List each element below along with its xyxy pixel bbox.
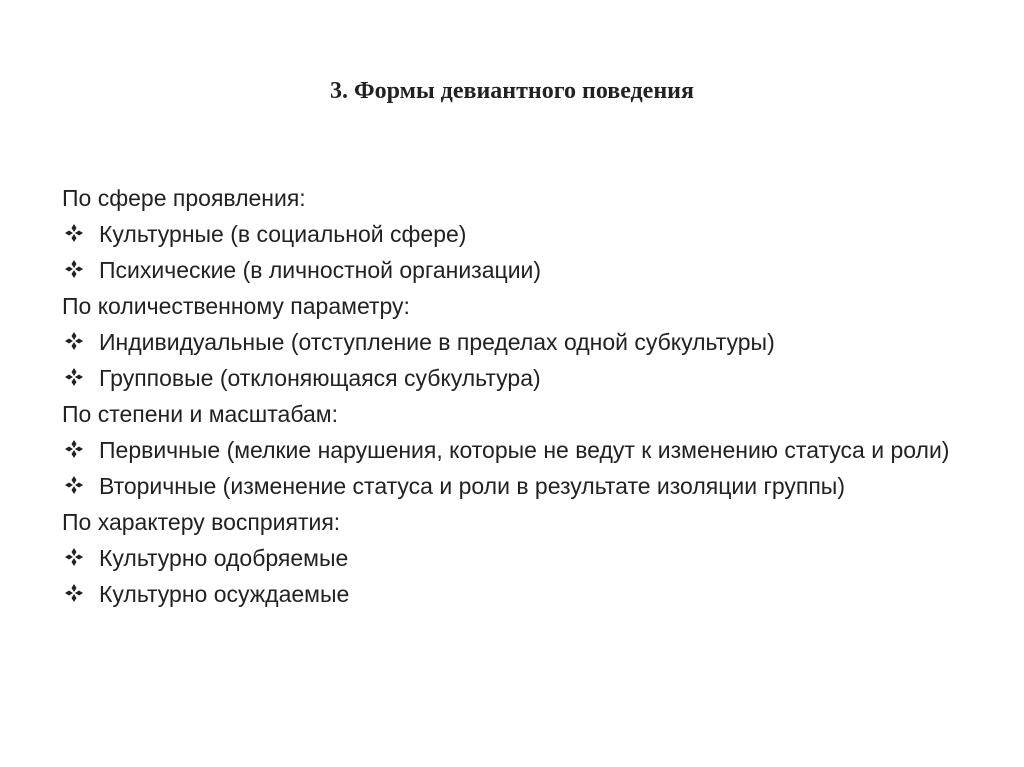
group-heading: По характеру восприятия: <box>62 509 341 535</box>
list-item <box>62 579 992 609</box>
group-heading: По сфере проявления: <box>62 185 306 211</box>
group-heading: По количественному параметру: <box>62 293 410 319</box>
diamond-bullet-icon <box>64 547 84 567</box>
list-item-text: Культурные (в социальной сфере) <box>99 221 467 247</box>
diamond-bullet-icon <box>64 367 84 387</box>
diamond-bullet-icon <box>64 223 84 243</box>
list-item <box>62 435 992 465</box>
list-item-text: Культурно одобряемые <box>99 545 349 571</box>
list-item <box>62 219 992 249</box>
list-item-text: Групповые (отклоняющаяся субкультура) <box>99 365 541 391</box>
list-item <box>62 327 992 357</box>
list-item <box>62 255 992 285</box>
list-item-text: Первичные (мелкие нарушения, которые не ведут к изменению статуса и роли) <box>99 437 950 463</box>
list-item <box>62 543 992 573</box>
content-list <box>62 183 992 615</box>
list-item <box>62 471 992 501</box>
list-item-text: Культурно осуждаемые <box>99 581 350 607</box>
diamond-bullet-icon <box>64 439 84 459</box>
list-item <box>62 363 992 393</box>
diamond-bullet-icon <box>64 583 84 603</box>
list-item-text: Психические (в личностной организации) <box>99 257 542 283</box>
diamond-bullet-icon <box>64 259 84 279</box>
slide-title: 3. Формы девиантного поведения <box>330 78 694 104</box>
group-heading: По степени и масштабам: <box>62 401 338 427</box>
list-item-text: Индивидуальные (отступление в пределах одной субкультуры) <box>99 329 775 355</box>
diamond-bullet-icon <box>64 331 84 351</box>
diamond-bullet-icon <box>64 475 84 495</box>
list-item-text: Вторичные (изменение статуса и роли в результате изоляции группы) <box>99 473 845 499</box>
